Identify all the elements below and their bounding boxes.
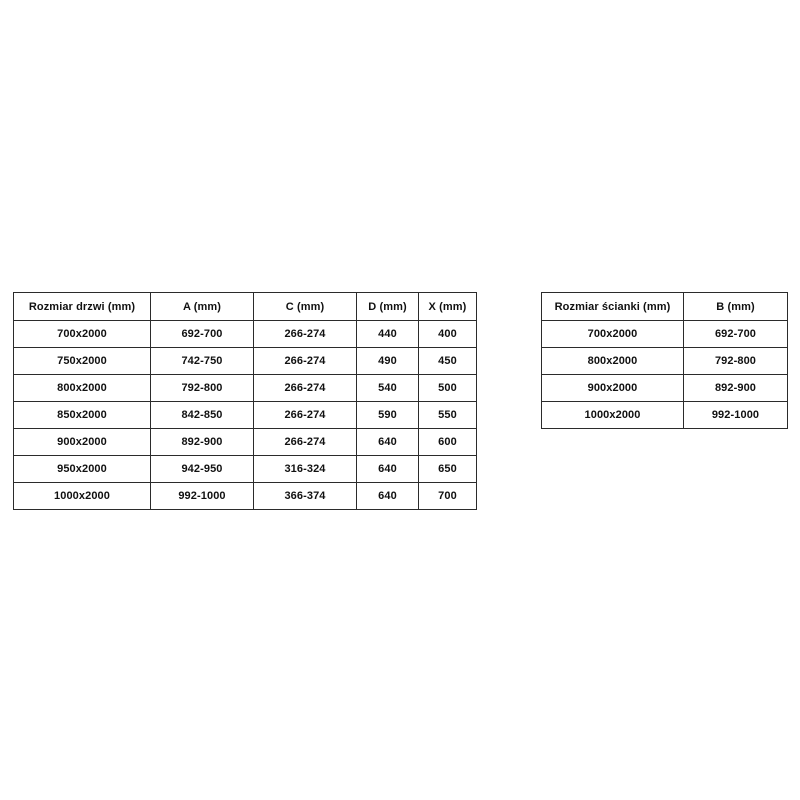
cell-x: 700 — [419, 483, 477, 510]
cell-door-size: 850x2000 — [14, 402, 151, 429]
table-row — [14, 321, 477, 348]
cell-d: 440 — [357, 321, 419, 348]
column-header-c: C (mm) — [254, 293, 357, 321]
cell-c: 316-324 — [254, 456, 357, 483]
cell-c: 266-274 — [254, 429, 357, 456]
table-header-row — [14, 293, 477, 321]
table-row — [542, 402, 788, 429]
cell-x: 400 — [419, 321, 477, 348]
cell-a: 842-850 — [151, 402, 254, 429]
table-row — [14, 456, 477, 483]
table-row — [542, 375, 788, 402]
cell-wall-size: 800x2000 — [542, 348, 684, 375]
cell-d: 540 — [357, 375, 419, 402]
cell-b: 692-700 — [684, 321, 788, 348]
column-header-door-size: Rozmiar drzwi (mm) — [14, 293, 151, 321]
cell-door-size: 750x2000 — [14, 348, 151, 375]
cell-c: 266-274 — [254, 321, 357, 348]
cell-c: 266-274 — [254, 375, 357, 402]
cell-door-size: 700x2000 — [14, 321, 151, 348]
cell-x: 550 — [419, 402, 477, 429]
cell-x: 450 — [419, 348, 477, 375]
table-row — [14, 375, 477, 402]
cell-a: 792-800 — [151, 375, 254, 402]
table-row — [542, 321, 788, 348]
column-header-a: A (mm) — [151, 293, 254, 321]
cell-wall-size: 900x2000 — [542, 375, 684, 402]
column-header-d: D (mm) — [357, 293, 419, 321]
cell-b: 992-1000 — [684, 402, 788, 429]
column-header-wall-size: Rozmiar ścianki (mm) — [542, 293, 684, 321]
cell-wall-size: 700x2000 — [542, 321, 684, 348]
cell-c: 366-374 — [254, 483, 357, 510]
table-row — [14, 348, 477, 375]
cell-x: 600 — [419, 429, 477, 456]
cell-a: 692-700 — [151, 321, 254, 348]
cell-a: 892-900 — [151, 429, 254, 456]
cell-d: 640 — [357, 456, 419, 483]
doors-size-table — [13, 292, 477, 510]
table-row — [14, 483, 477, 510]
cell-c: 266-274 — [254, 348, 357, 375]
cell-x: 500 — [419, 375, 477, 402]
doors-size-table-container — [13, 292, 477, 510]
cell-b: 792-800 — [684, 348, 788, 375]
table-header-row — [542, 293, 788, 321]
cell-d: 640 — [357, 483, 419, 510]
cell-d: 640 — [357, 429, 419, 456]
cell-door-size: 1000x2000 — [14, 483, 151, 510]
cell-door-size: 900x2000 — [14, 429, 151, 456]
cell-c: 266-274 — [254, 402, 357, 429]
cell-door-size: 800x2000 — [14, 375, 151, 402]
table-row — [542, 348, 788, 375]
cell-wall-size: 1000x2000 — [542, 402, 684, 429]
cell-b: 892-900 — [684, 375, 788, 402]
cell-a: 942-950 — [151, 456, 254, 483]
column-header-x: X (mm) — [419, 293, 477, 321]
cell-x: 650 — [419, 456, 477, 483]
cell-d: 490 — [357, 348, 419, 375]
column-header-b: B (mm) — [684, 293, 788, 321]
table-row — [14, 402, 477, 429]
cell-door-size: 950x2000 — [14, 456, 151, 483]
cell-a: 992-1000 — [151, 483, 254, 510]
walls-size-table-container — [541, 292, 788, 429]
walls-size-table — [541, 292, 788, 429]
cell-a: 742-750 — [151, 348, 254, 375]
cell-d: 590 — [357, 402, 419, 429]
table-row — [14, 429, 477, 456]
